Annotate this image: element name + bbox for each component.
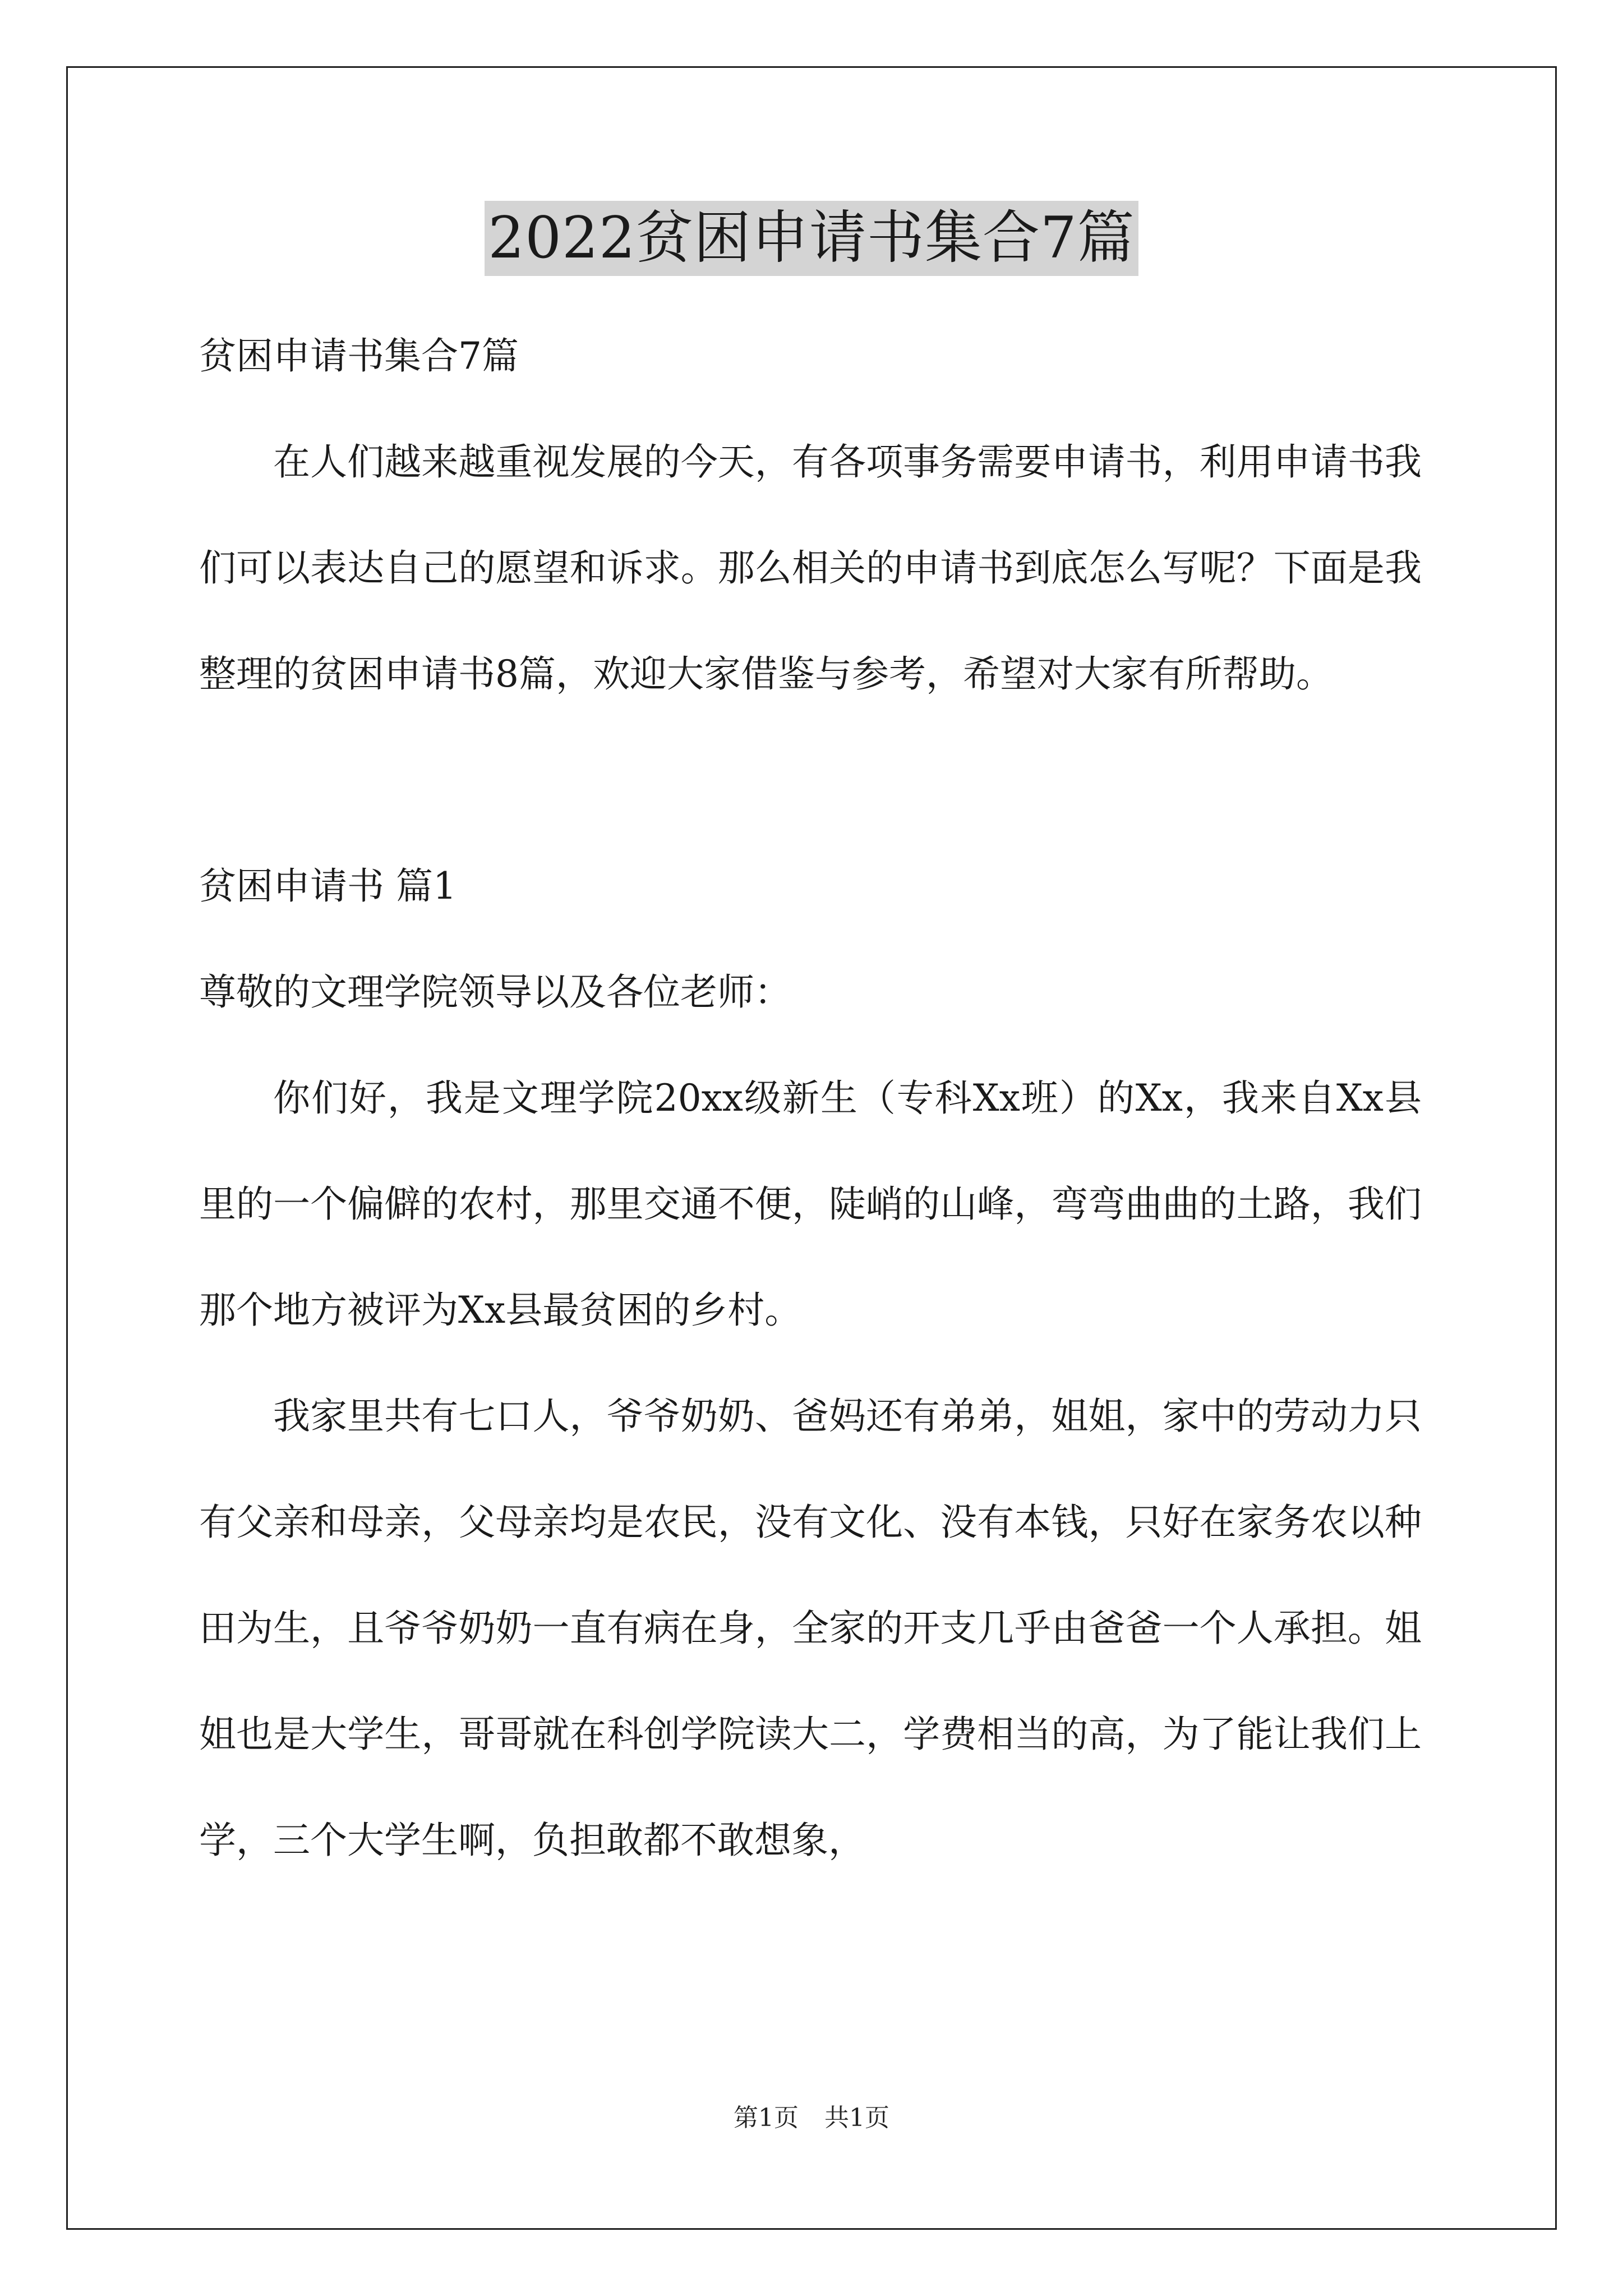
page-footer	[0, 2101, 1623, 2135]
body-paragraph-1: 你们好，我是文理学院20xx级新生（专科Xx班）的Xx，我来自Xx县里的一个偏僻的农村，那里交通不便，陡峭的山峰，弯弯曲曲的土路，我们那个地方被评为Xx县最贫困的乡村。	[199, 1076, 1422, 1332]
document-subtitle: 贫困申请书集合7篇	[199, 334, 519, 378]
body-paragraph-2: 我家里共有七口人，爷爷奶奶、爸妈还有弟弟，姐姐，家中的劳动力只有父亲和母亲，父母亲均是农民，没有文化、没有本钱，只好在家务农以种田为生，且爷爷奶奶一直有病在身，全家的开支几乎由爸爸一个人承担。姐姐也是大学生，哥哥就在科创学院读大二，学费相当的高，为了能让我们上学，三个大学生啊，负担敢都不敢想象，	[199, 1395, 1422, 1862]
intro-paragraph: 在人们越来越重视发展的今天，有各项事务需要申请书，利用申请书我们可以表达自己的愿望和诉求。那么相关的申请书到底怎么写呢？下面是我整理的贫困申请书8篇，欢迎大家借鉴与参考，希望对大家有所帮助。	[199, 440, 1422, 696]
title-container	[0, 201, 1623, 276]
page-number-total: 共1页	[824, 2104, 889, 2132]
document-body	[199, 303, 1422, 1893]
section-heading: 贫困申请书 篇1	[199, 864, 457, 908]
document-title: 2022贫困申请书集合7篇	[485, 201, 1138, 276]
page-number-current: 第1页	[734, 2104, 799, 2132]
paragraph-gap	[199, 727, 1422, 833]
salutation: 尊敬的文理学院领导以及各位老师：	[199, 970, 791, 1014]
